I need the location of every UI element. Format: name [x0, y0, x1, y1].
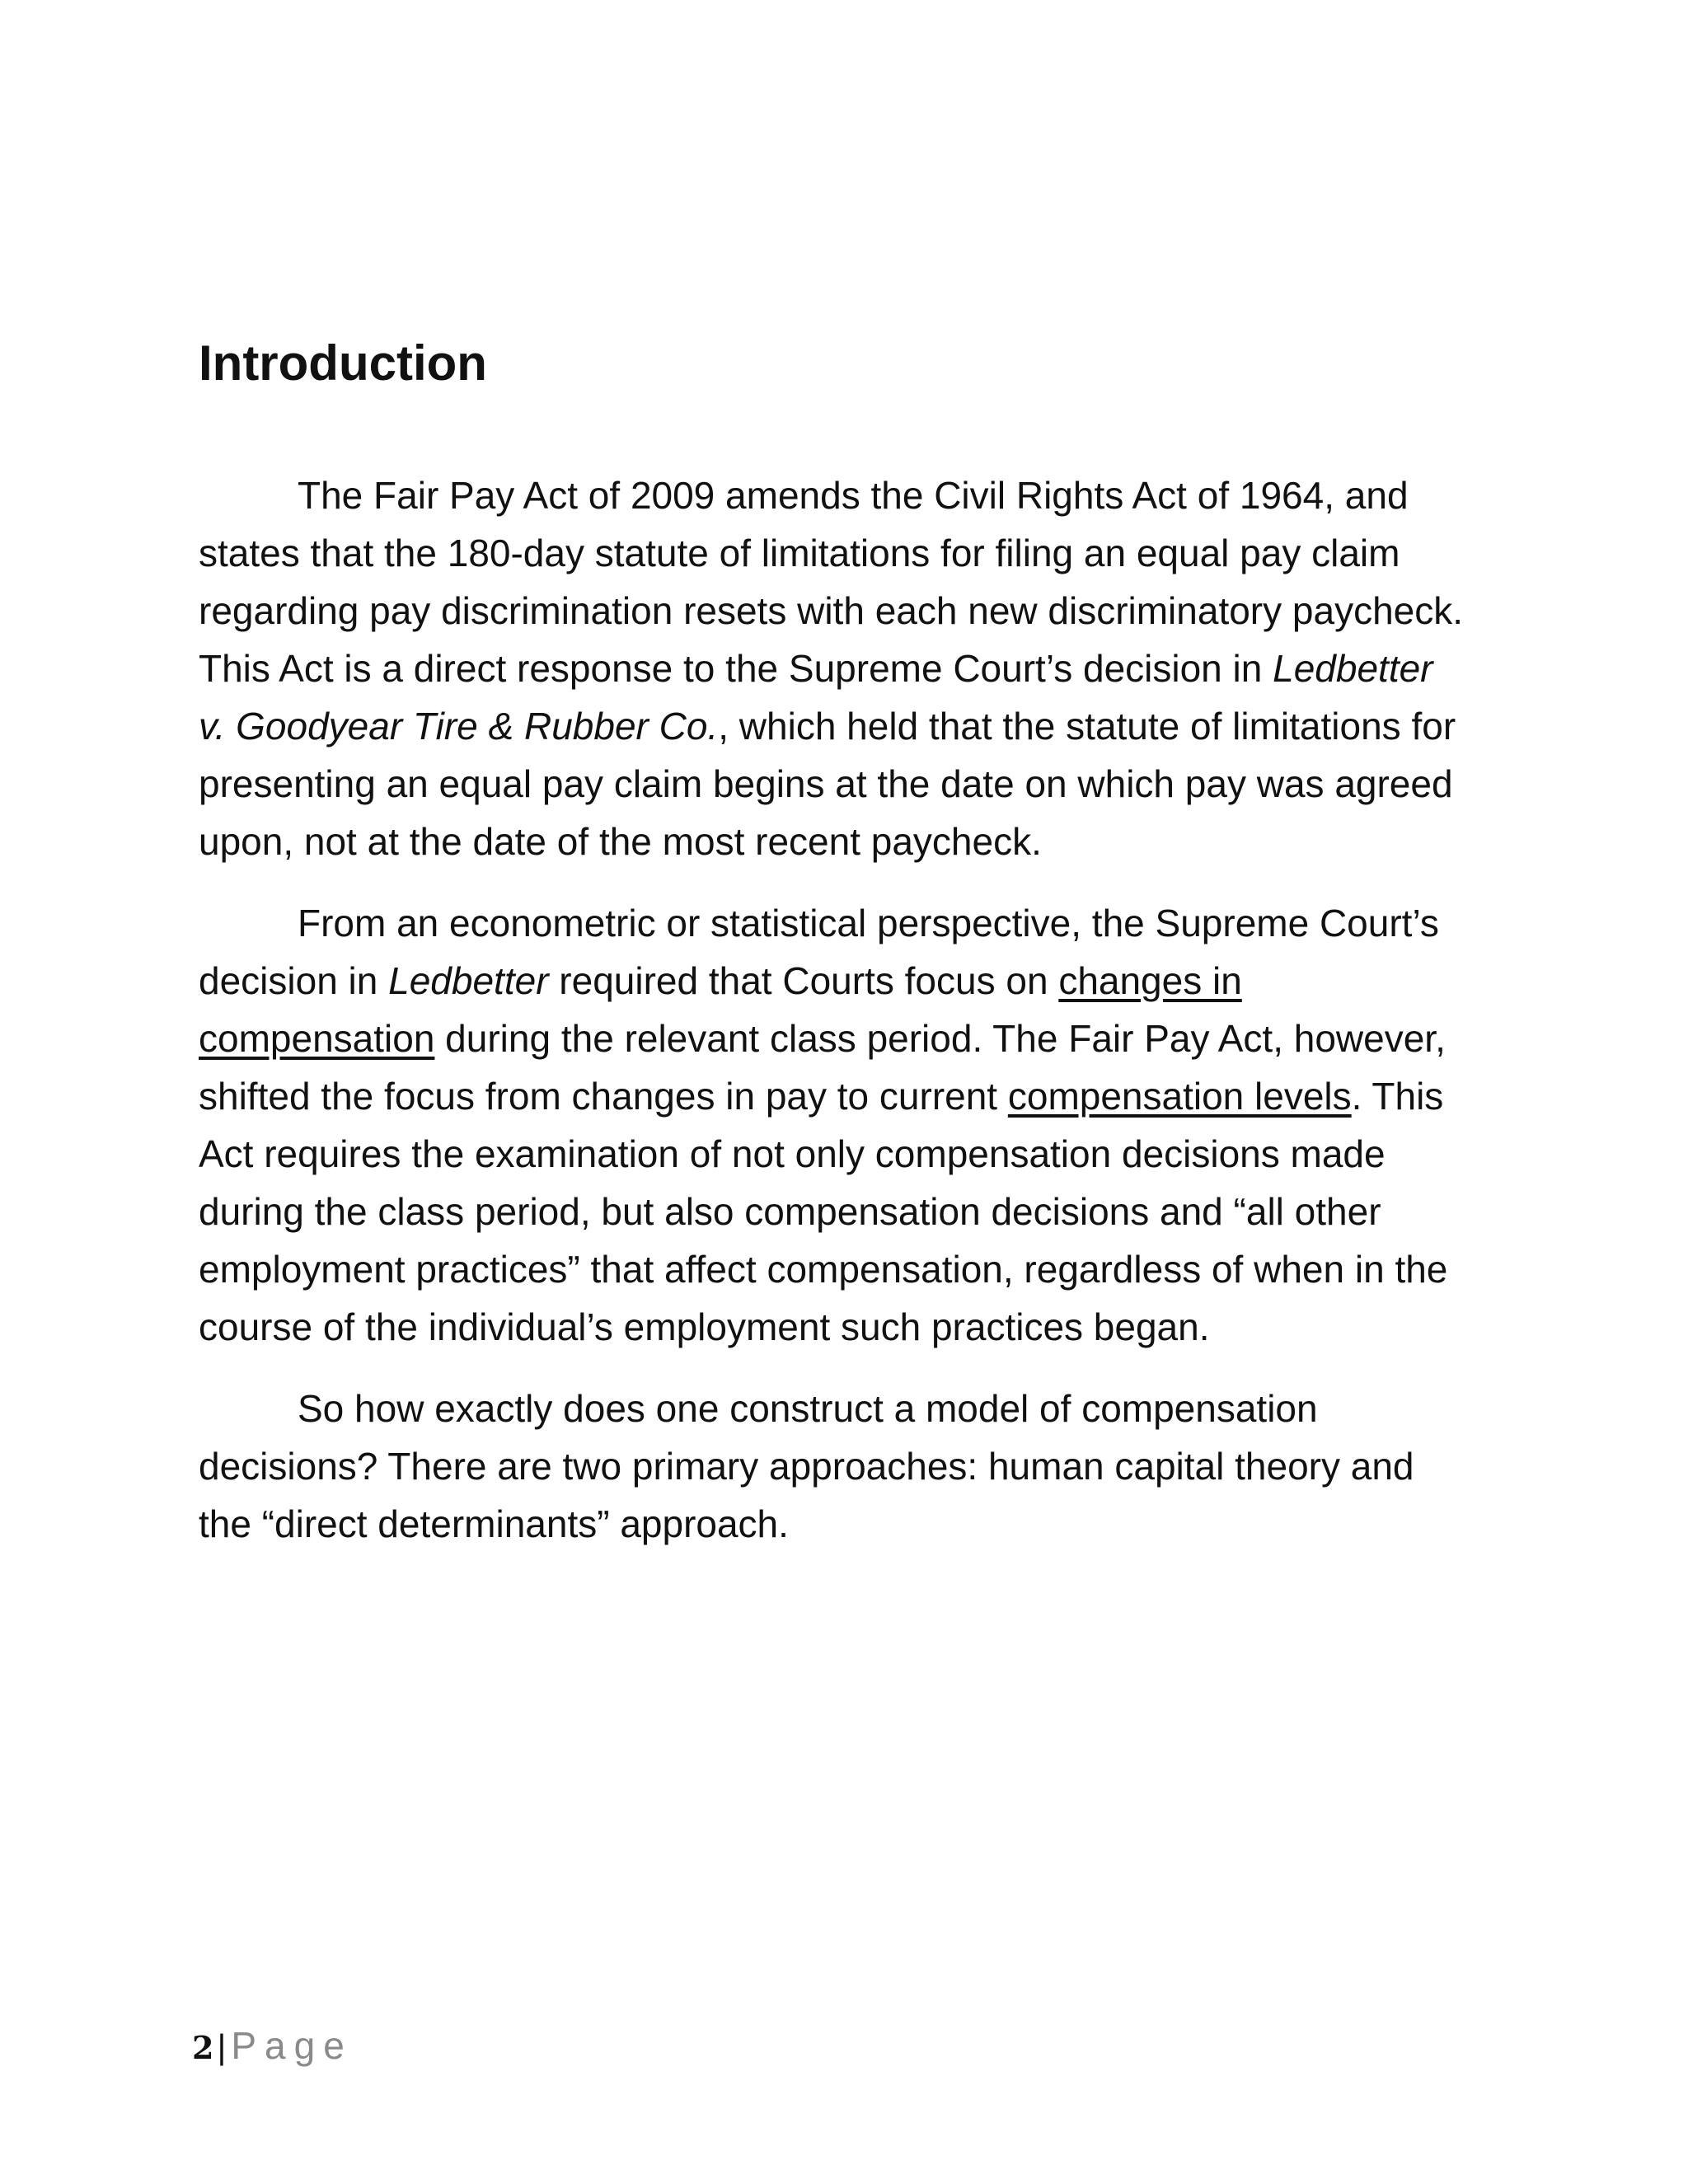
text-line: [199, 697, 1517, 755]
text-run: during the relevant class period. The Fair Pay Act, however,: [434, 1017, 1446, 1060]
page-number: 2: [192, 2029, 214, 2066]
text-line: [199, 466, 1517, 524]
paragraph: [199, 894, 1517, 1356]
paragraph: [199, 1380, 1517, 1553]
text-run: This Act is a direct response to the Supreme Court’s decision in: [199, 647, 1273, 690]
footer-separator: |: [217, 2027, 227, 2066]
text-run: during the class period, but also compensation decisions and “all other: [199, 1190, 1381, 1233]
text-run: states that the 180-day statute of limitations for filing an equal pay claim: [199, 532, 1400, 574]
text-run: employment practices” that affect compensation, regardless of when in the: [199, 1248, 1448, 1291]
text-run: the “direct determinants” approach.: [199, 1502, 789, 1545]
underlined-text: compensation: [199, 1017, 435, 1060]
text-run: , which held that the statute of limitations for: [718, 705, 1456, 748]
section-heading: Introduction: [199, 335, 487, 391]
text-run: decision in: [199, 959, 389, 1002]
italic-text: Ledbetter: [1273, 647, 1433, 690]
text-run: upon, not at the date of the most recent paycheck.: [199, 820, 1042, 863]
text-line: [199, 524, 1517, 582]
text-line: [199, 1495, 1517, 1553]
text-line: [199, 1240, 1517, 1298]
text-line: [199, 640, 1517, 697]
body-text: [199, 466, 1517, 1577]
text-run: The Fair Pay Act of 2009 amends the Civil Rights Act of 1964, and: [298, 474, 1409, 517]
text-line: [199, 894, 1517, 952]
text-line: [199, 1183, 1517, 1240]
text-run: From an econometric or statistical perspective, the Supreme Court’s: [298, 902, 1439, 944]
italic-text: v. Goodyear Tire & Rubber Co.: [199, 705, 719, 748]
text-run: shifted the focus from changes in pay to current: [199, 1075, 1008, 1118]
text-line: [199, 952, 1517, 1010]
paragraph: [199, 466, 1517, 870]
italic-text: Ledbetter: [388, 959, 549, 1002]
text-line: [199, 1067, 1517, 1125]
text-line: [199, 1010, 1517, 1067]
text-run: decisions? There are two primary approaches: human capital theory and: [199, 1445, 1414, 1488]
text-run: . This: [1351, 1075, 1444, 1118]
page-label: Page: [231, 2024, 353, 2067]
page-footer: [192, 2021, 353, 2073]
text-run: So how exactly does one construct a model of compensation: [298, 1387, 1318, 1430]
text-line: [199, 1125, 1517, 1183]
text-run: Act requires the examination of not only compensation decisions made: [199, 1132, 1386, 1175]
text-run: course of the individual’s employment such practices began.: [199, 1305, 1210, 1348]
text-line: [199, 755, 1517, 813]
underlined-text: compensation levels: [1007, 1075, 1352, 1118]
text-line: [199, 813, 1517, 870]
text-line: [199, 1437, 1517, 1495]
text-line: [199, 1298, 1517, 1356]
underlined-text: changes in: [1058, 959, 1242, 1002]
text-run: presenting an equal pay claim begins at the date on which pay was agreed: [199, 762, 1453, 805]
text-line: [199, 1380, 1517, 1437]
text-run: required that Courts focus on: [548, 959, 1059, 1002]
text-line: [199, 582, 1517, 640]
text-run: regarding pay discrimination resets with each new discriminatory paycheck.: [199, 589, 1464, 632]
